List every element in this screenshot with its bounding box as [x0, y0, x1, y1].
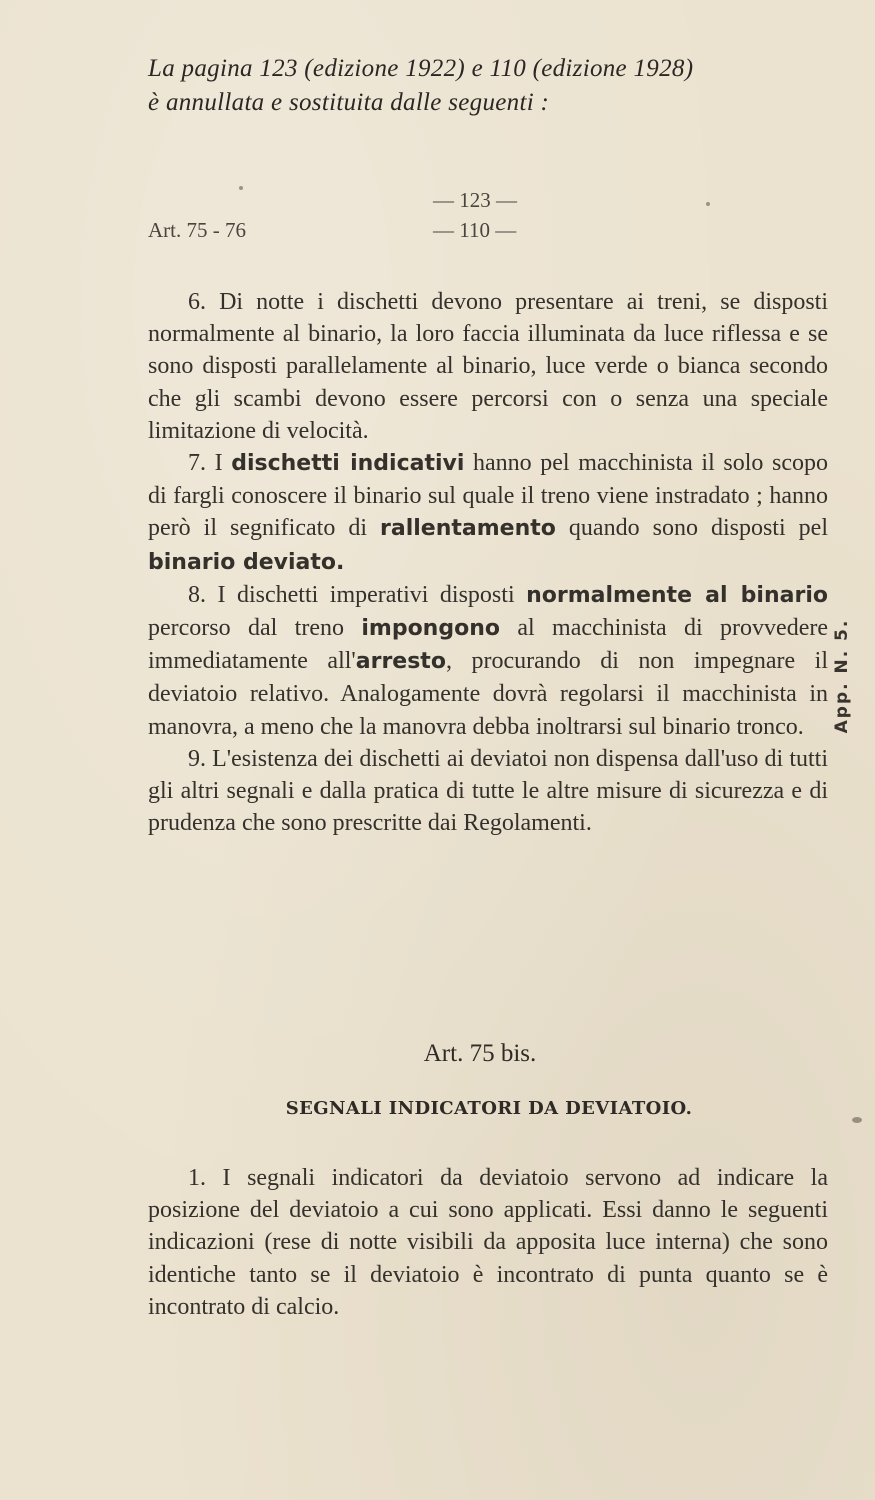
paragraph: [148, 447, 828, 579]
print-speck: [852, 1117, 862, 1123]
text-segment: 6. Di notte i dischetti devono presentare ai treni, se disposti normalmente al binario, la loro faccia illuminata da luce riflessa e se sono disposti parallelamente al binario, luce verde o bianca secondo che gli scambi devono essere percorsi con o senza una speciale limitazione di velocità.: [148, 289, 828, 444]
appendix-side-label: App. N. 5.: [832, 618, 852, 734]
bold-text-segment: dischetti indicativi: [231, 451, 465, 477]
article-reference: Art. 75 - 76: [148, 218, 246, 242]
article-76-body: [148, 286, 828, 839]
article-75bis-title: Art. 75 bis.: [423, 1040, 537, 1067]
text-segment: 7. I: [188, 450, 232, 477]
bold-text-segment: impongono: [361, 616, 500, 642]
page-number-1928: — 110 —: [433, 218, 517, 242]
annulment-notice: [148, 52, 848, 120]
print-speck: [706, 202, 710, 206]
bold-text-segment: normalmente al binario: [526, 582, 828, 608]
page-number-1922: — 123 —: [433, 188, 517, 212]
text-segment: 8. I dischetti imperativi disposti: [188, 581, 527, 608]
bold-text-segment: arresto: [355, 649, 446, 675]
section-title: SEGNALI INDICATORI DA DEVIATOIO.: [285, 1098, 693, 1119]
text-segment: al macchinista di provvedere immediatamente all': [148, 615, 828, 675]
bold-text-segment: binario deviato.: [148, 549, 345, 575]
text-segment: 1. I segnali indicatori da deviatoio servono ad indicare la posizione del deviatoio a cui sono applicati. Essi danno le seguenti indicazioni (rese di notte visibili da apposita luce interna) che sono identiche tanto se il deviatoio è incontrato di punta quanto se è incontrato di calcio.: [148, 1165, 828, 1320]
print-speck: [239, 186, 243, 190]
bold-text-segment: rallentamento: [380, 516, 556, 542]
paragraph: [148, 579, 828, 743]
text-segment: hanno pel macchinista il solo scopo di fargli conoscere il binario sul quale il treno viene instradato ; hanno però il segnificato di: [148, 450, 828, 542]
paragraph: [148, 286, 828, 447]
text-segment: , procurando di non impegnare il deviatoio relativo. Analogamente dovrà regolarsi il macchinista in manovra, a meno che la manovra debba inoltrarsi sul binario tronco.: [148, 648, 829, 740]
paragraph: [148, 743, 828, 840]
text-segment: percorso dal treno: [148, 615, 362, 642]
text-segment: 9. L'esistenza dei dischetti ai deviatoi non dispensa dall'uso di tutti gli altri segnali e dalla pratica di tutte le altre misure di sicurezza e di prudenza che sono prescritte dai Regolamenti.: [148, 745, 828, 837]
article-75bis-body: [148, 1162, 828, 1323]
notice-line-1: La pagina 123 (edizione 1922) e 110 (edizione 1928): [148, 55, 694, 82]
paragraph: [148, 1162, 828, 1323]
notice-line-2: è annullata e sostituita dalle seguenti :: [148, 89, 550, 116]
text-segment: quando sono disposti pel: [555, 515, 828, 542]
